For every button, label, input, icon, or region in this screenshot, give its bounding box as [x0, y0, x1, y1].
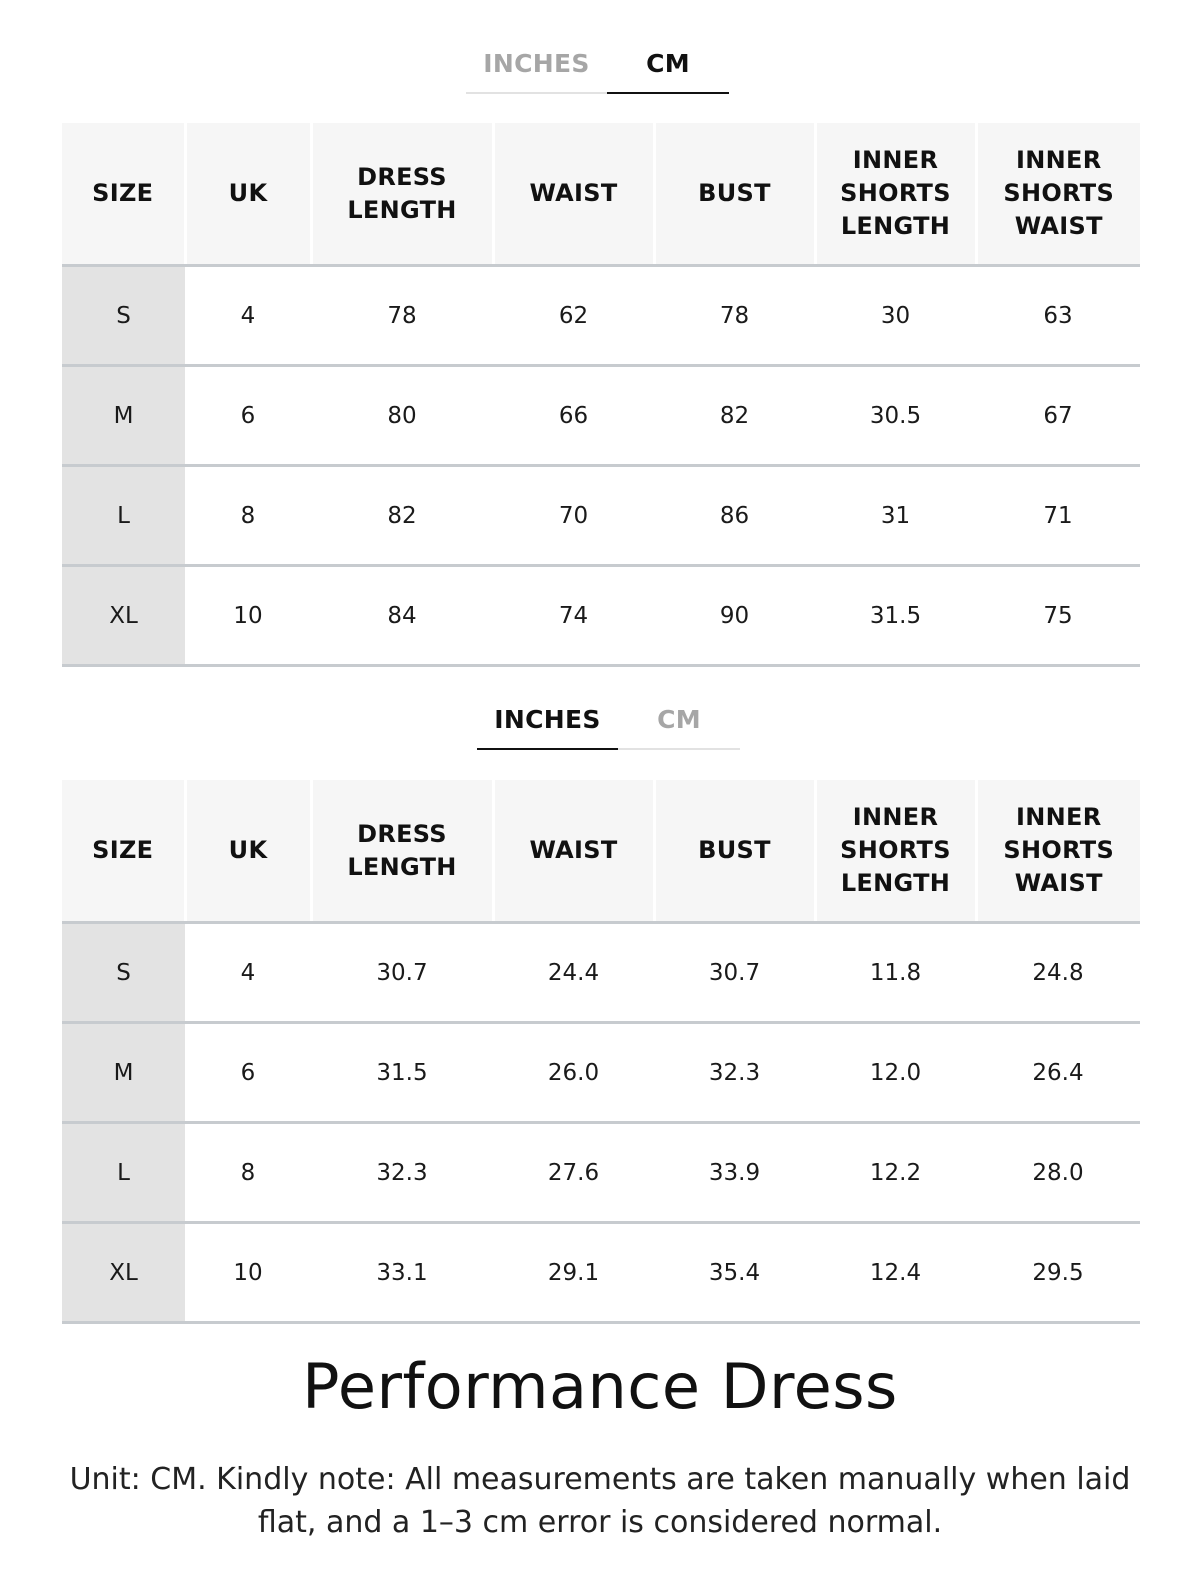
- table-cell: 26.0: [493, 1023, 654, 1123]
- tab-inches-label: INCHES: [483, 49, 590, 78]
- size-cell: M: [62, 1023, 185, 1123]
- table-cell: 26.4: [976, 1023, 1140, 1123]
- header-uk: UK: [185, 780, 311, 923]
- header-inner-shorts-waist: INNER SHORTS WAIST: [976, 123, 1140, 266]
- tab-inches-label: INCHES: [494, 705, 601, 734]
- size-cell: M: [62, 366, 185, 466]
- table-cell: 29.1: [493, 1223, 654, 1323]
- table-cell: 30.7: [311, 923, 493, 1023]
- table-cell: 33.1: [311, 1223, 493, 1323]
- table-cell: 27.6: [493, 1123, 654, 1223]
- table-cell: 82: [311, 466, 493, 566]
- table-row: [62, 1123, 1140, 1223]
- table-cell: 90: [654, 566, 815, 666]
- tab-inches[interactable]: [477, 690, 618, 750]
- table-cell: 78: [654, 266, 815, 366]
- size-cell: L: [62, 1123, 185, 1223]
- table-cell: 63: [976, 266, 1140, 366]
- table-cell: 31.5: [311, 1023, 493, 1123]
- table-cell: 86: [654, 466, 815, 566]
- header-dress-length: DRESS LENGTH: [311, 123, 493, 266]
- table-cell: 33.9: [654, 1123, 815, 1223]
- header-inner-shorts-length: INNER SHORTS LENGTH: [815, 123, 976, 266]
- table-row: [62, 266, 1140, 366]
- header-size: SIZE: [62, 780, 185, 923]
- table-row: [62, 566, 1140, 666]
- measurement-note: Unit: CM. Kindly note: All measurements are taken manually when laid flat, and a 1–3 cm error is considered normal.: [69, 1462, 1131, 1540]
- size-cell: XL: [62, 566, 185, 666]
- tab-cm-label: CM: [657, 705, 701, 734]
- header-inner-shorts-length: INNER SHORTS LENGTH: [815, 780, 976, 923]
- table-row: [62, 466, 1140, 566]
- header-bust: BUST: [654, 780, 815, 923]
- tab-underline: [618, 748, 740, 750]
- table-row: [62, 1023, 1140, 1123]
- tab-cm[interactable]: [607, 34, 729, 94]
- table-cell: 11.8: [815, 923, 976, 1023]
- table-cell: 31.5: [815, 566, 976, 666]
- table-cell: 30: [815, 266, 976, 366]
- unit-tabs-inches-table: [0, 690, 1200, 750]
- table-cell: 6: [185, 1023, 311, 1123]
- header-size: SIZE: [62, 123, 185, 266]
- table-cell: 74: [493, 566, 654, 666]
- table-cell: 31: [815, 466, 976, 566]
- table-cell: 12.0: [815, 1023, 976, 1123]
- table-row: [62, 923, 1140, 1023]
- size-cell: XL: [62, 1223, 185, 1323]
- table-cell: 12.4: [815, 1223, 976, 1323]
- table-cell: 8: [185, 1123, 311, 1223]
- table-cell: 62: [493, 266, 654, 366]
- size-cell: S: [62, 266, 185, 366]
- table-header-row: [62, 123, 1140, 266]
- header-uk: UK: [185, 123, 311, 266]
- size-cell: L: [62, 466, 185, 566]
- tab-cm[interactable]: [618, 690, 740, 750]
- table-cell: 78: [311, 266, 493, 366]
- table-cell: 35.4: [654, 1223, 815, 1323]
- size-cell: S: [62, 923, 185, 1023]
- unit-tabs-cm-table: [0, 34, 1200, 94]
- table-cell: 71: [976, 466, 1140, 566]
- header-waist: WAIST: [493, 123, 654, 266]
- table-cell: 30.7: [654, 923, 815, 1023]
- tab-inches[interactable]: [466, 34, 607, 94]
- table-cell: 66: [493, 366, 654, 466]
- table-cell: 4: [185, 923, 311, 1023]
- header-dress-length: DRESS LENGTH: [311, 780, 493, 923]
- table-cell: 29.5: [976, 1223, 1140, 1323]
- table-cell: 28.0: [976, 1123, 1140, 1223]
- table-cell: 82: [654, 366, 815, 466]
- table-cell: 10: [185, 1223, 311, 1323]
- table-row: [62, 1223, 1140, 1323]
- table-cell: 32.3: [311, 1123, 493, 1223]
- table-cell: 6: [185, 366, 311, 466]
- size-table-cm: [62, 123, 1140, 667]
- table-cell: 30.5: [815, 366, 976, 466]
- table-cell: 24.4: [493, 923, 654, 1023]
- table-cell: 4: [185, 266, 311, 366]
- header-bust: BUST: [654, 123, 815, 266]
- table-header-row: [62, 780, 1140, 923]
- table-cell: 8: [185, 466, 311, 566]
- tab-underline: [607, 92, 729, 94]
- table-cell: 70: [493, 466, 654, 566]
- tab-underline: [466, 92, 607, 94]
- table-cell: 67: [976, 366, 1140, 466]
- table-cell: 12.2: [815, 1123, 976, 1223]
- table-cell: 32.3: [654, 1023, 815, 1123]
- header-waist: WAIST: [493, 780, 654, 923]
- table-cell: 80: [311, 366, 493, 466]
- product-title: Performance Dress: [302, 1350, 898, 1423]
- tab-cm-label: CM: [646, 49, 690, 78]
- table-cell: 75: [976, 566, 1140, 666]
- table-row: [62, 366, 1140, 466]
- size-table-inches: [62, 780, 1140, 1324]
- table-cell: 10: [185, 566, 311, 666]
- table-cell: 84: [311, 566, 493, 666]
- tab-underline: [477, 748, 618, 750]
- table-cell: 24.8: [976, 923, 1140, 1023]
- header-inner-shorts-waist: INNER SHORTS WAIST: [976, 780, 1140, 923]
